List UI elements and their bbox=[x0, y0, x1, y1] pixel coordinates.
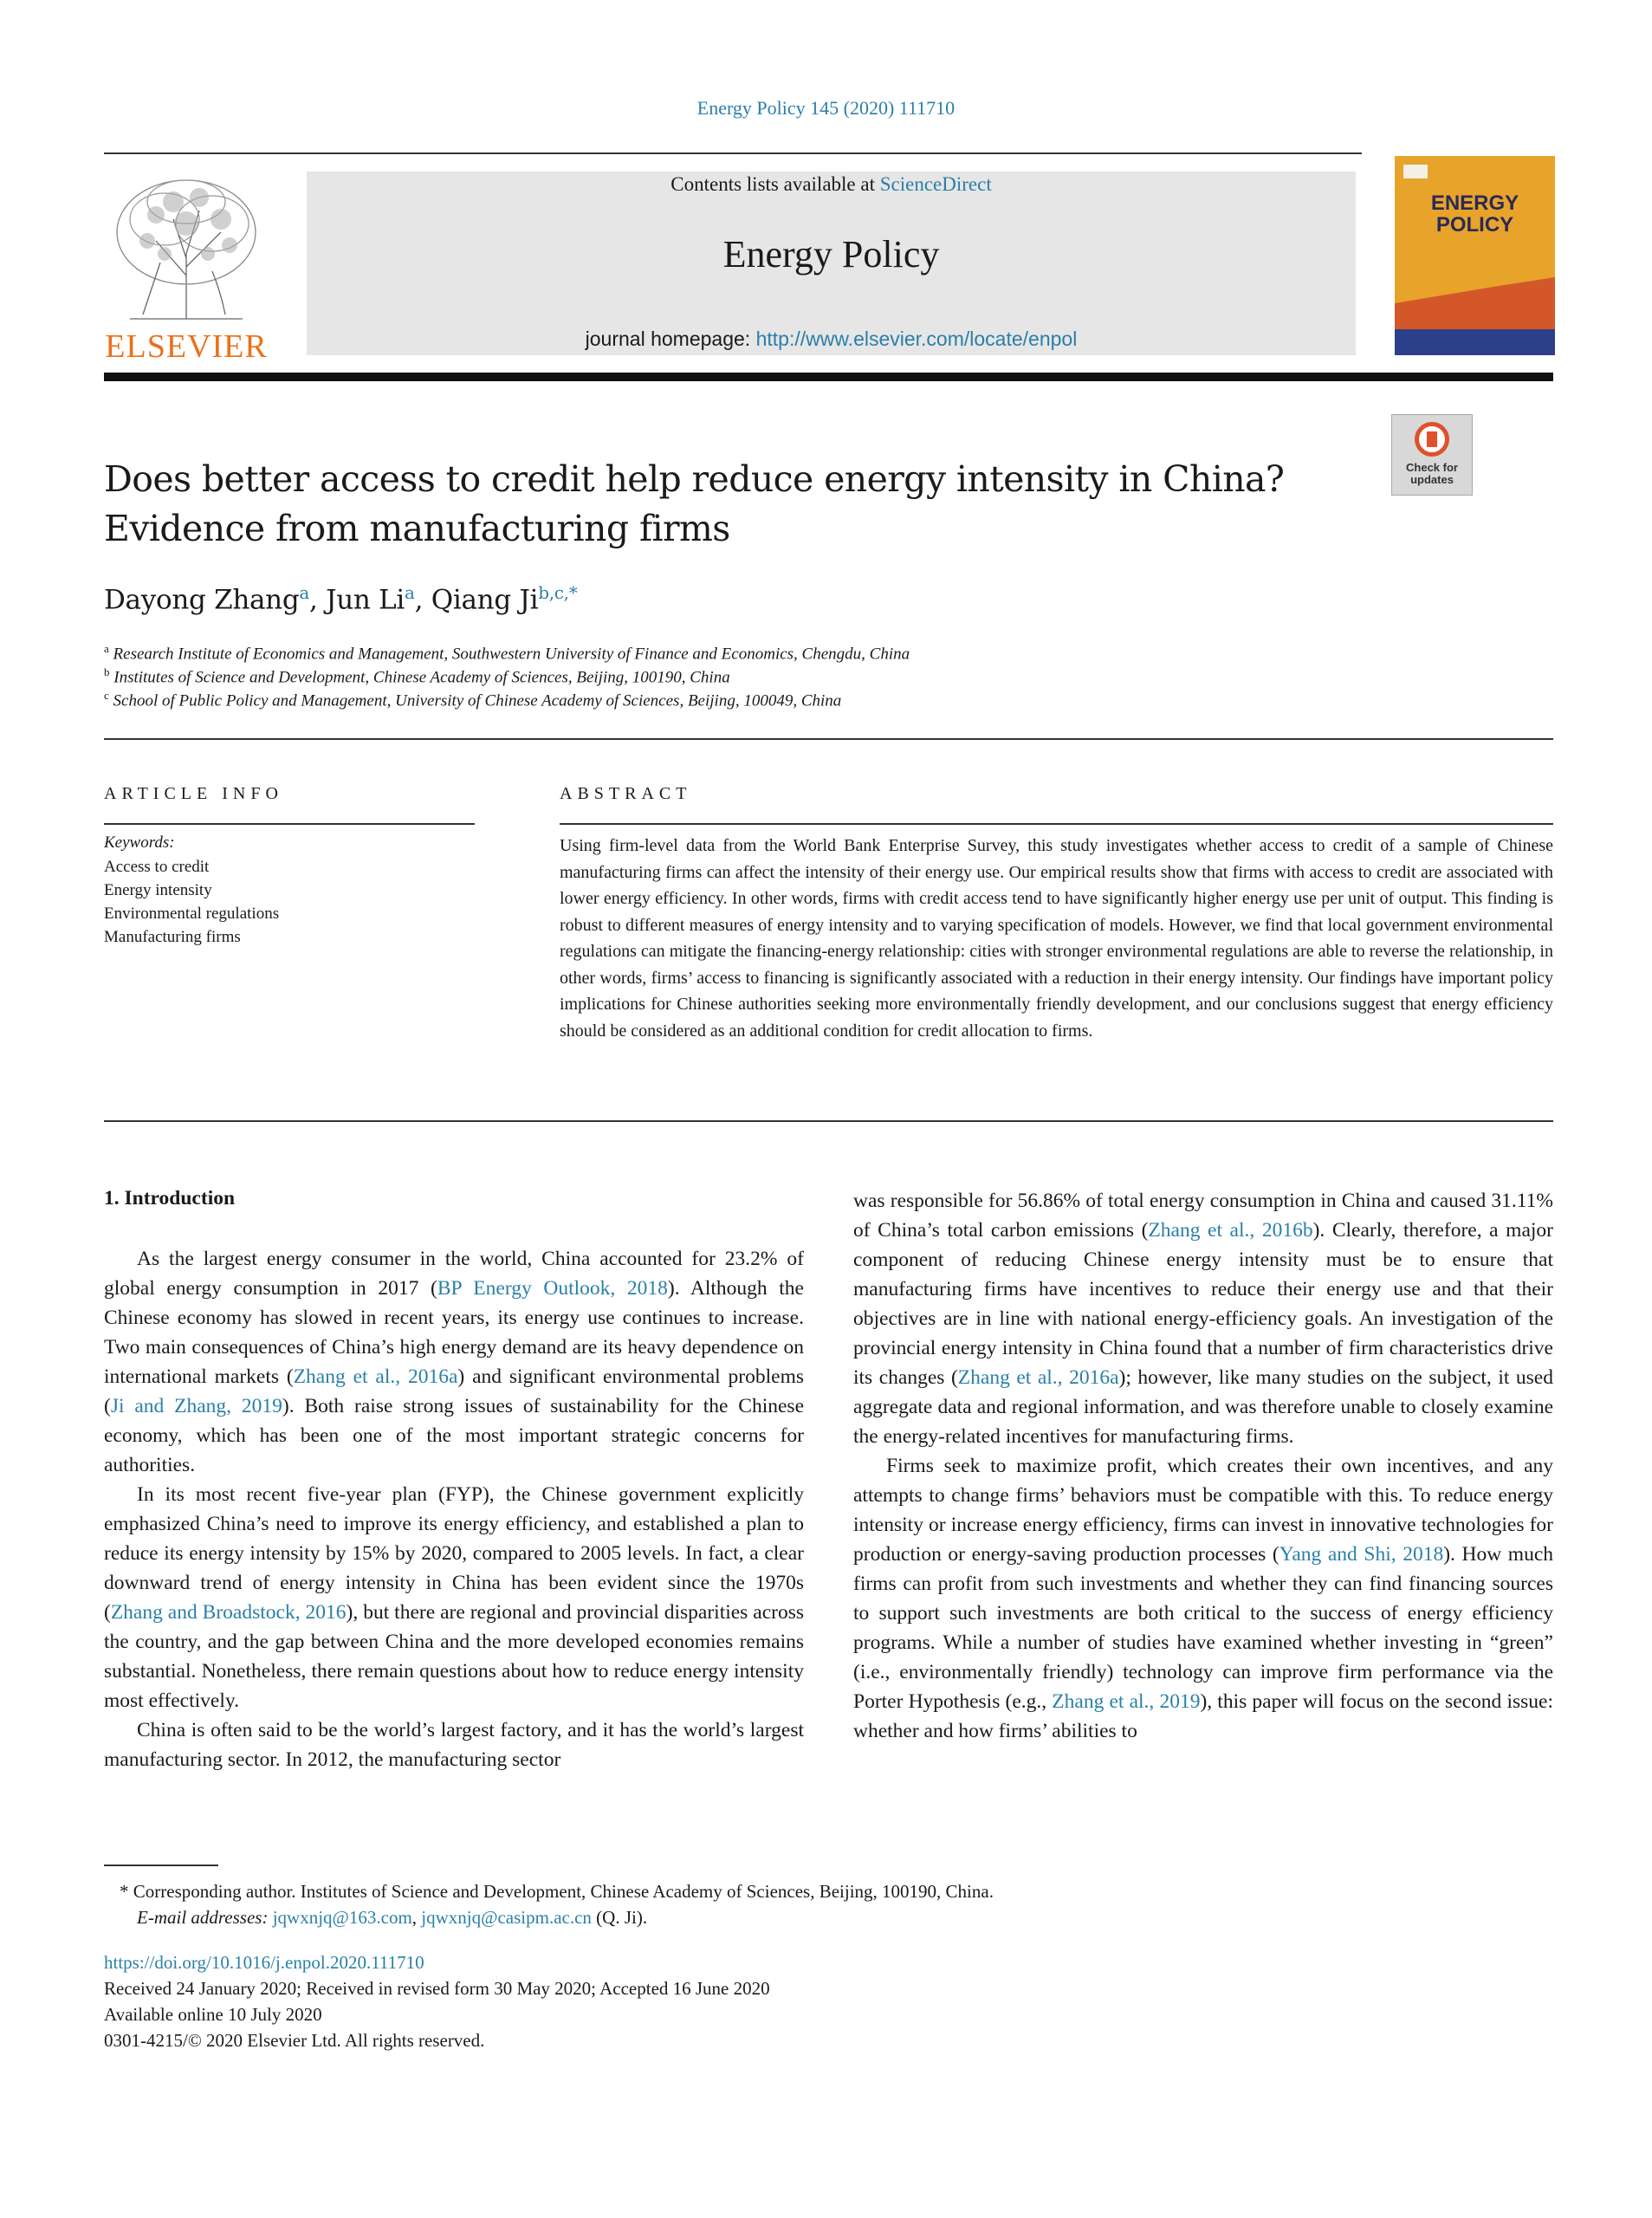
keyword: Energy intensity bbox=[104, 881, 212, 899]
check-for-updates-button[interactable] bbox=[1391, 414, 1473, 496]
text-run: , bbox=[411, 1907, 422, 1928]
author-affil-sup[interactable]: a bbox=[405, 582, 415, 603]
available-online: Available online 10 July 2020 bbox=[104, 2004, 322, 2025]
citation-link[interactable]: Zhang et al., 2016a bbox=[293, 1365, 458, 1388]
text-run: In its most recent five-year plan (FYP), the Chinese government explicitly emphasized China’s need to improve its energy efficiency, and established a plan to reduce its energy intensity by 15% by 2020, compared to 2005 levels. In fact, a clear downward trend of energy intensity in China has been evident since the 1970s ( bbox=[104, 1483, 804, 1624]
doi-link[interactable]: https://doi.org/10.1016/j.enpol.2020.111710 bbox=[104, 1952, 424, 1973]
keywords-label: Keywords: bbox=[104, 833, 175, 852]
text-run: ). Although the Chinese economy has slowed in recent years, its energy use continues to increase. Two main consequences of China’s high energy demand are its heavy dependence on international markets ( bbox=[104, 1277, 804, 1388]
text-run: ) and significant environmental problems ( bbox=[104, 1365, 804, 1417]
text-run: ). Both raise strong issues of sustainability for the Chinese economy, which has been one of the most important strategic concerns for authorities. bbox=[104, 1395, 805, 1476]
author-affil-sup[interactable]: b,c,* bbox=[538, 582, 578, 603]
corresponding-author-note: * Corresponding author. Institutes of Science and Development, Chinese Academy of Sciences, Beijing, 100190, China. bbox=[120, 1881, 994, 1902]
email-link[interactable]: jqwxnjq@casipm.ac.cn bbox=[421, 1907, 592, 1928]
citation-link[interactable]: Ji and Zhang, 2019 bbox=[110, 1395, 282, 1417]
cover-title-line-1: ENERGY bbox=[1430, 191, 1519, 215]
affiliation bbox=[104, 689, 841, 710]
author-affil-sup[interactable]: a bbox=[299, 582, 309, 603]
keyword: Environmental regulations bbox=[104, 905, 280, 923]
paragraph bbox=[104, 1480, 804, 1715]
paragraph bbox=[853, 1451, 1553, 1746]
affiliation bbox=[104, 642, 910, 664]
journal-cover[interactable] bbox=[1395, 156, 1555, 355]
author-list: Dayong Zhang$^a$, Jun Li$^a$, Qiang $Ji^{b,c,*}$ bbox=[104, 582, 578, 616]
citation-link[interactable]: BP Energy Outlook, 2018 bbox=[437, 1277, 668, 1300]
citation-link[interactable]: Zhang et al., 2016a bbox=[957, 1366, 1119, 1389]
citation-link[interactable]: Zhang et al., 2016b bbox=[1148, 1219, 1313, 1242]
received-dates: Received 24 January 2020; Received in revised form 30 May 2020; Accepted 16 June 2020 bbox=[104, 1978, 770, 1999]
header-thick-rule bbox=[104, 373, 1553, 381]
article-info-rule bbox=[104, 823, 475, 825]
cover-title-line-2: POLICY bbox=[1435, 213, 1514, 237]
author-name[interactable]: Qiang Ji bbox=[431, 584, 539, 616]
paragraph bbox=[104, 1244, 804, 1480]
body-column-left bbox=[104, 1244, 804, 1774]
copyright: 0301-4215/© 2020 Elsevier Ltd. All rights reserved. bbox=[104, 2030, 485, 2051]
abstract-heading: ABSTRACT bbox=[560, 784, 692, 803]
text-run: was responsible for 56.86% of total energy consumption in China and caused 31.11% of China’s total carbon emissions ( bbox=[853, 1190, 1553, 1242]
text-run: ), this paper will focus on the second issue: whether and how firms’ abilities to bbox=[853, 1690, 1553, 1742]
affiliation-text: School of Public Policy and Management, University of Chinese Academy of Sciences, Beijing, 100049, China bbox=[113, 691, 842, 710]
email-line bbox=[137, 1907, 647, 1929]
sciencedirect-link[interactable]: ScienceDirect bbox=[879, 173, 992, 195]
elsevier-logo bbox=[104, 172, 269, 364]
contents-line bbox=[307, 173, 1356, 196]
homepage-prefix: journal homepage: bbox=[585, 328, 756, 350]
author-name[interactable]: Dayong Zhang bbox=[104, 584, 300, 616]
text-run: ), but there are regional and provincial disparities across the country, and the gap between China and the more developed economies remains substantial. Nonetheless, there remain questions about how to reduce energy intensity most effectively. bbox=[104, 1601, 804, 1712]
header-rule bbox=[104, 152, 1362, 154]
affiliation-sup: b bbox=[104, 665, 110, 678]
affiliation-text: Institutes of Science and Development, Chinese Academy of Sciences, Beijing, 100190, China bbox=[113, 668, 730, 687]
elsevier-tree-icon bbox=[104, 172, 269, 321]
text-run: ). How much firms can profit from such investments and whether they can find financing sources to support such investments are both critical to the success of energy efficiency programs. While a number of studies have examined whether investing in “green” (i.e., environmentally friendly) technology can improve firm performance via the Porter Hypothesis (e.g., bbox=[853, 1543, 1554, 1713]
abstract-rule bbox=[560, 823, 1553, 825]
journal-citation[interactable]: Energy Policy 145 (2020) 111710 bbox=[696, 97, 956, 119]
citation-link[interactable]: Yang and Shi, 2018 bbox=[1279, 1543, 1444, 1566]
bookmark-icon bbox=[1415, 422, 1449, 457]
text-run: ); however, like many studies on the subject, it used aggregate data and regional information, and was therefore unable to closely examine the energy-related incentives for manufacturing firms. bbox=[853, 1366, 1553, 1448]
affiliation-sup: c bbox=[104, 689, 109, 702]
section-heading-introduction: 1. Introduction bbox=[104, 1187, 236, 1210]
text-run: (Q. Ji). bbox=[591, 1907, 648, 1928]
paragraph bbox=[853, 1186, 1553, 1451]
article-info-heading: ARTICLE INFO bbox=[104, 784, 283, 803]
article-title: Does better access to credit help reduce energy intensity in China? Evidence from manufacturing firms bbox=[104, 458, 1285, 549]
keyword: Access to credit bbox=[104, 858, 210, 876]
body-column-right bbox=[853, 1186, 1553, 1746]
cover-title bbox=[1395, 192, 1555, 236]
email-link[interactable]: jqwxnjq@163.com bbox=[272, 1907, 412, 1928]
citation-link[interactable]: Zhang et al., 2019 bbox=[1052, 1690, 1201, 1713]
text-run: Firms seek to maximize profit, which creates their own incentives, and any attempts to change firms’ behaviors must be compatible with this. To reduce energy intensity or increase energy efficiency, firms can invest in innovative technologies for production or energy-saving production processes ( bbox=[853, 1455, 1553, 1566]
affiliation-sup: a bbox=[104, 642, 109, 655]
email-label: E-mail addresses: bbox=[137, 1907, 273, 1928]
contents-prefix: Contents lists available at bbox=[671, 173, 880, 195]
check-updates-label: Check for updates bbox=[1406, 461, 1458, 486]
section-rule bbox=[104, 1120, 1553, 1122]
author-name[interactable]: Jun Li bbox=[326, 584, 405, 616]
journal-title: Energy Policy bbox=[722, 233, 940, 276]
homepage-line bbox=[307, 328, 1356, 351]
affiliation-text: Research Institute of Economics and Management, Southwestern University of Finance and Economics, Chengdu, China bbox=[113, 645, 910, 664]
section-rule bbox=[104, 738, 1553, 740]
text-run: ). Clearly, therefore, a major component of reducing Chinese energy intensity must be to ensure that manufacturing firms have incentives to reduce their energy use and that their objectives are in line with national energy-efficiency goals. An investigation of the provincial energy intensity in China found that a number of firm characteristics drive its changes ( bbox=[853, 1219, 1553, 1389]
abstract-text: Using firm-level data from the World Bank Enterprise Survey, this study investigates whether access to credit of a sample of Chinese manufacturing firms can affect the intensity of their energy use. Our empirical results show that firms with access to credit are associated with lower energy efficiency. In other words, firms with credit access tend to have significantly higher energy use per unit of output. This finding is robust to different measures of energy intensity and to varying specification of models. However, we find that local government environmental regulations can mitigate the financing-energy relationship: cities with stronger environmental regulations are able to reverse the relationship, in other words, firms’ access to financing is significantly associated with a reduction in their energy intensity. Our findings have important policy implications for Chinese authorities seeking more environmentally friendly development, and our conclusions suggest that energy efficiency should be considered as an additional condition for credit allocation to firms. bbox=[560, 836, 1553, 1041]
citation-link[interactable]: Zhang and Broadstock, 2016 bbox=[110, 1601, 347, 1624]
cover-art-icon bbox=[1395, 156, 1555, 355]
text-run: As the largest energy consumer in the world, China accounted for 23.2% of global energy consumption in 2017 ( bbox=[104, 1248, 804, 1300]
homepage-link[interactable]: http://www.elsevier.com/locate/enpol bbox=[755, 328, 1078, 350]
elsevier-wordmark: ELSEVIER bbox=[105, 328, 268, 365]
affiliation bbox=[104, 665, 730, 687]
paragraph: China is often said to be the world’s largest factory, and it has the world’s largest manufacturing sector. In 2012, the manufacturing sector bbox=[104, 1719, 804, 1771]
footnote-rule bbox=[104, 1865, 218, 1866]
keyword: Manufacturing firms bbox=[104, 928, 241, 946]
